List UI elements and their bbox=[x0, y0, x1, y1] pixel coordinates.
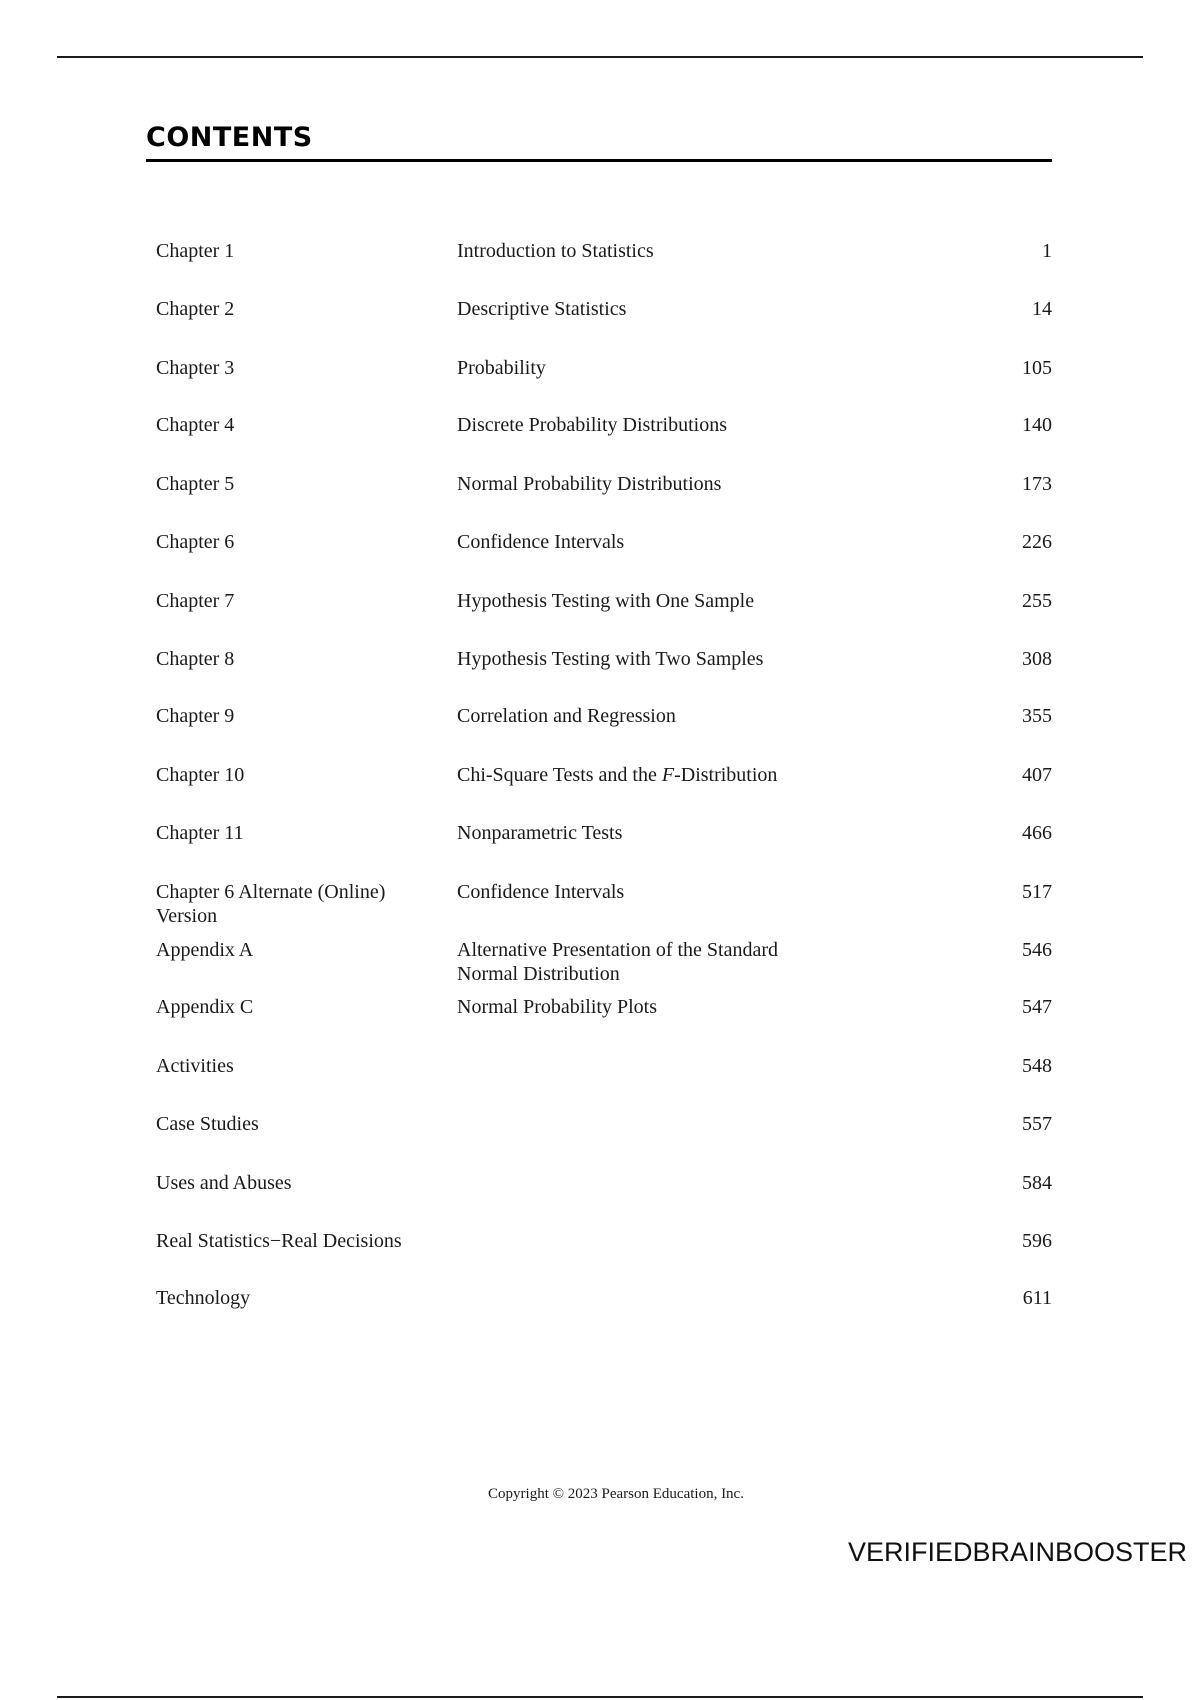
heading-underline bbox=[146, 159, 1052, 162]
toc-label: Chapter 10 bbox=[156, 764, 245, 786]
toc-page-number: 546 bbox=[1022, 939, 1052, 961]
toc-row bbox=[156, 239, 1052, 289]
toc-label: Chapter 3 bbox=[156, 357, 235, 379]
toc-page-number: 355 bbox=[1022, 705, 1052, 727]
toc-page-number: 14 bbox=[1032, 298, 1052, 320]
toc-page-number: 407 bbox=[1022, 764, 1052, 786]
toc-label: Chapter 4 bbox=[156, 414, 235, 436]
toc-label: Real Statistics−Real Decisions bbox=[156, 1230, 402, 1252]
toc-page-number: 105 bbox=[1022, 357, 1052, 379]
toc-page-number: 1 bbox=[1042, 240, 1052, 262]
toc-page-number: 584 bbox=[1022, 1172, 1052, 1194]
toc-title: Normal Probability Distributions bbox=[457, 473, 722, 495]
page-top-rule bbox=[57, 56, 1143, 58]
toc-row bbox=[156, 297, 1052, 347]
toc-label: Chapter 7 bbox=[156, 590, 235, 612]
toc-label: Technology bbox=[156, 1287, 251, 1309]
watermark-text: VERIFIEDBRAINBOOSTER bbox=[848, 1537, 1188, 1567]
toc-row bbox=[156, 763, 1052, 813]
toc-row bbox=[156, 647, 1052, 697]
toc-page-number: 140 bbox=[1022, 414, 1052, 436]
toc-label: Case Studies bbox=[156, 1113, 259, 1135]
contents-heading: CONTENTS bbox=[146, 122, 313, 153]
page-bottom-rule bbox=[57, 1696, 1143, 1698]
toc-label: Activities bbox=[156, 1055, 234, 1077]
toc-title: Descriptive Statistics bbox=[457, 298, 627, 320]
toc-title: Alternative Presentation of the Standard Normal Distribution bbox=[457, 939, 779, 985]
toc-row bbox=[156, 821, 1052, 871]
toc-row bbox=[156, 704, 1052, 754]
toc-row bbox=[156, 1054, 1052, 1104]
toc-row bbox=[156, 530, 1052, 580]
toc-label: Uses and Abuses bbox=[156, 1172, 292, 1194]
toc-title bbox=[457, 763, 857, 787]
toc-page-number: 308 bbox=[1022, 648, 1052, 670]
toc-row bbox=[156, 472, 1052, 522]
toc-title: Nonparametric Tests bbox=[457, 822, 623, 844]
toc-row bbox=[156, 1112, 1052, 1162]
toc-row bbox=[156, 356, 1052, 406]
toc-row bbox=[156, 413, 1052, 463]
toc-label: Appendix C bbox=[156, 996, 254, 1018]
toc-row bbox=[156, 880, 1052, 930]
toc-title: Probability bbox=[457, 357, 546, 379]
toc-row bbox=[156, 1229, 1052, 1279]
toc-page-number: 548 bbox=[1022, 1055, 1052, 1077]
toc-page-number: 173 bbox=[1022, 473, 1052, 495]
toc-page-number: 517 bbox=[1022, 881, 1052, 903]
toc-row bbox=[156, 938, 1052, 988]
toc-row bbox=[156, 1171, 1052, 1221]
toc-title: Hypothesis Testing with Two Samples bbox=[457, 648, 764, 670]
toc-label: Appendix A bbox=[156, 939, 254, 961]
toc-page-number: 611 bbox=[1022, 1287, 1052, 1309]
toc-page-number: 547 bbox=[1022, 996, 1052, 1018]
toc-label: Chapter 2 bbox=[156, 298, 235, 320]
toc-title: Confidence Intervals bbox=[457, 531, 625, 553]
toc-label: Chapter 11 bbox=[156, 822, 244, 844]
toc-page-number: 557 bbox=[1022, 1113, 1052, 1135]
toc-title: Normal Probability Plots bbox=[457, 996, 657, 1018]
toc-page-number: 226 bbox=[1022, 531, 1052, 553]
toc-label: Chapter 5 bbox=[156, 473, 235, 495]
toc-title: Discrete Probability Distributions bbox=[457, 414, 727, 436]
toc-title: Introduction to Statistics bbox=[457, 240, 654, 262]
toc-title: Correlation and Regression bbox=[457, 705, 676, 727]
toc-title-part: -Distribution bbox=[674, 764, 778, 786]
toc-title-italic-part: F bbox=[661, 764, 675, 786]
toc-row bbox=[156, 589, 1052, 639]
toc-row bbox=[156, 995, 1052, 1045]
toc-title: Hypothesis Testing with One Sample bbox=[457, 590, 755, 612]
copyright-notice: Copyright © 2023 Pearson Education, Inc. bbox=[488, 1486, 744, 1502]
toc-label: Chapter 6 Alternate (Online) Version bbox=[156, 881, 386, 927]
toc-label: Chapter 8 bbox=[156, 648, 235, 670]
toc-title-part: Chi-Square Tests and the bbox=[457, 764, 662, 786]
toc-page-number: 466 bbox=[1022, 822, 1052, 844]
toc-page-number: 255 bbox=[1022, 590, 1052, 612]
toc-label: Chapter 9 bbox=[156, 705, 235, 727]
toc-page-number: 596 bbox=[1022, 1230, 1052, 1252]
toc-title: Confidence Intervals bbox=[457, 881, 625, 903]
toc-label: Chapter 1 bbox=[156, 240, 235, 262]
toc-row bbox=[156, 1286, 1052, 1336]
toc-label: Chapter 6 bbox=[156, 531, 235, 553]
